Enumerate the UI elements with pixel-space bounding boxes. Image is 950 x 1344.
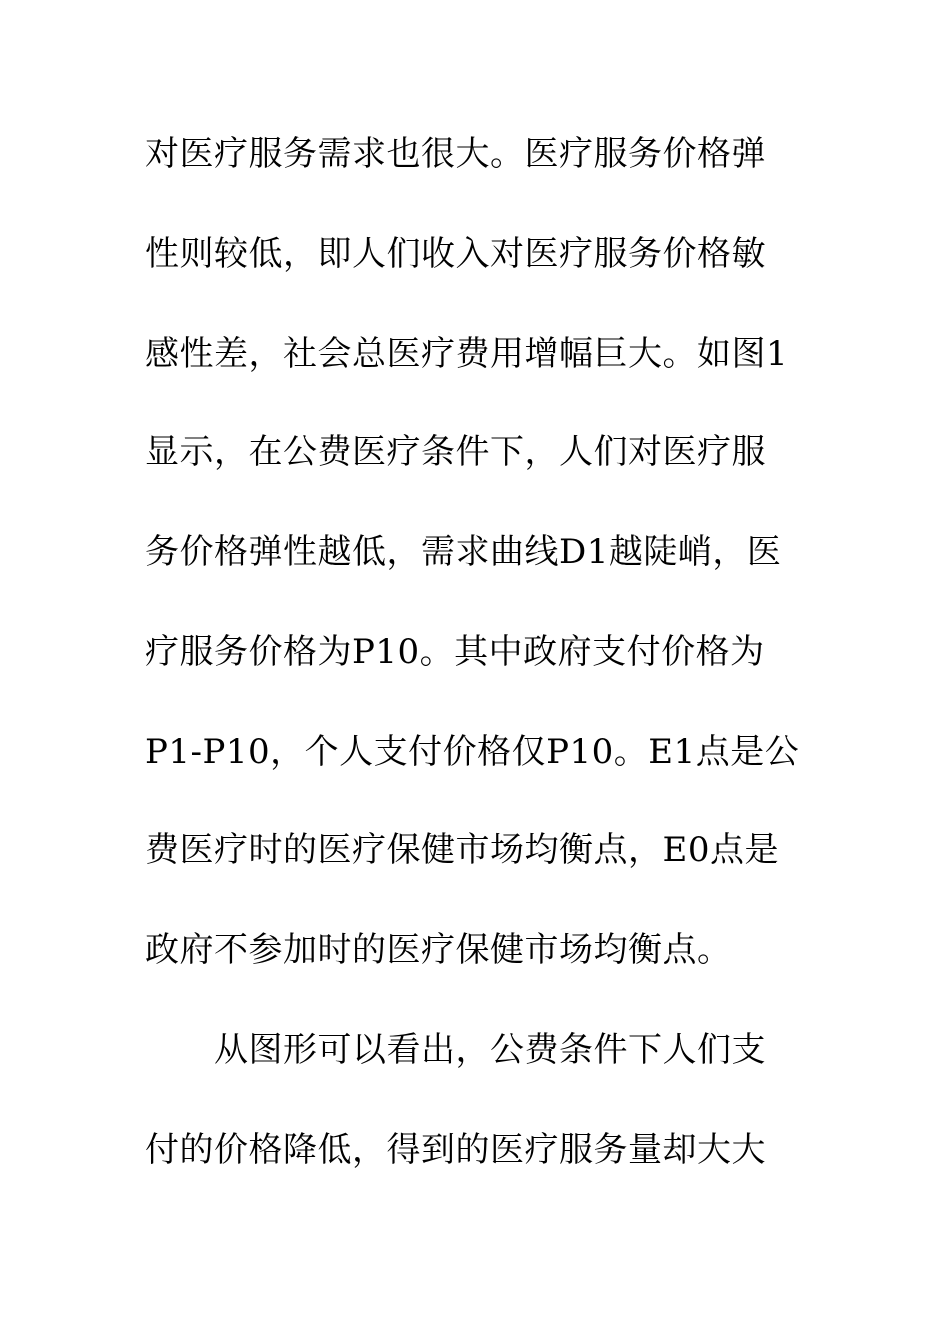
paragraph-1-line-5: 务价格弹性越低，需求曲线D1越陡峭，医: [145, 532, 782, 572]
paragraph-1-line-9: 政府不参加时的医疗保健市场均衡点。: [145, 930, 732, 970]
paragraph-2-line-2: 付的价格降低，得到的医疗服务量却大大: [145, 1130, 766, 1170]
paragraph-1-line-1: 对医疗服务需求也很大。医疗服务价格弹: [145, 134, 766, 174]
paragraph-1-line-4: 显示，在公费医疗条件下，人们对医疗服: [145, 432, 766, 472]
paragraph-1-line-2: 性则较低，即人们收入对医疗服务价格敏: [145, 234, 766, 274]
paragraph-1-line-8: 费医疗时的医疗保健市场均衡点，E0点是: [145, 830, 779, 870]
paragraph-1-line-6: 疗服务价格为P10。其中政府支付价格为: [145, 632, 765, 672]
paragraph-1-line-7: P1-P10，个人支付价格仅P10。E1点是公: [145, 732, 800, 772]
paragraph-2-line-1: 从图形可以看出，公费条件下人们支: [145, 1030, 766, 1070]
paragraph-1-line-3: 感性差，社会总医疗费用增幅巨大。如图1: [145, 334, 789, 374]
